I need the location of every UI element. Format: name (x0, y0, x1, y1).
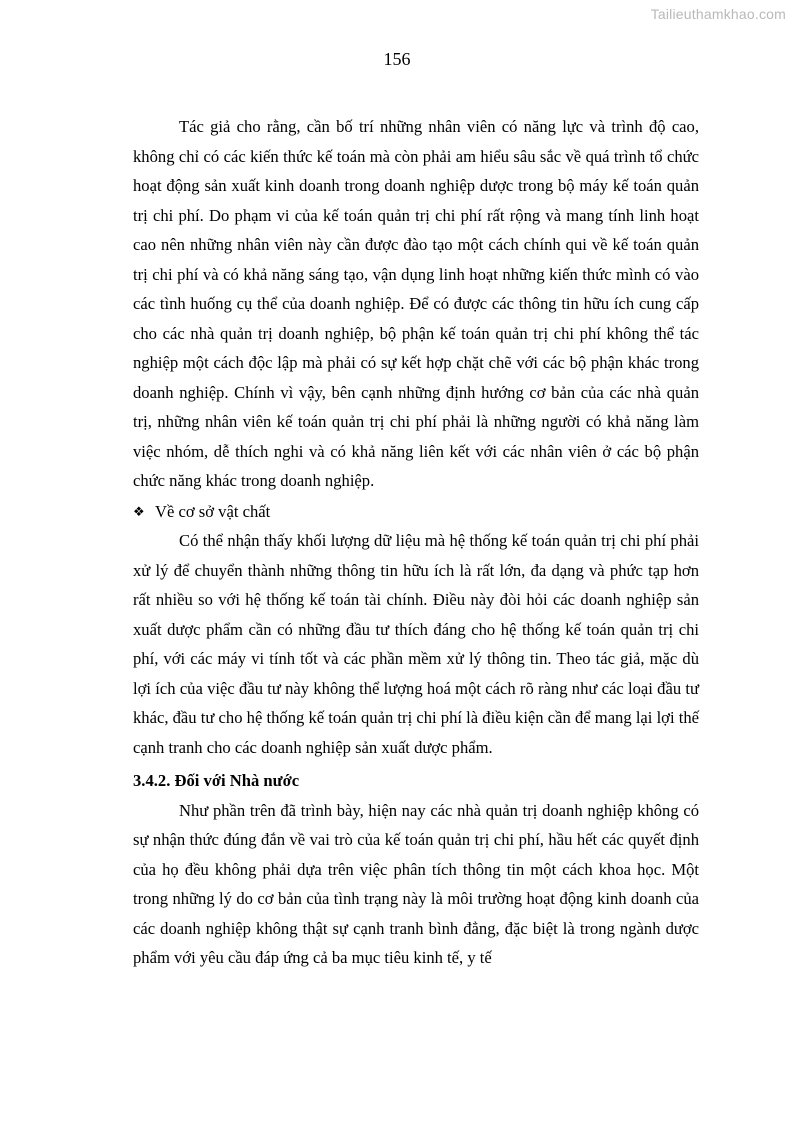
bullet-heading-text: Về cơ sở vật chất (155, 501, 271, 521)
paragraph-staff: Tác giả cho rằng, cần bố trí những nhân viên có năng lực và trình độ cao, không chỉ có các kiến thức kế toán mà còn phải am hiểu sâu sắc về quá trình tổ chức hoạt động sản xuất kinh doanh trong doanh nghiệp dược trong bộ máy kế toán quản trị chi phí. Do phạm vi của kế toán quản trị chi phí rất rộng và mang tính linh hoạt cao nên những nhân viên này cần được đào tạo một cách chính qui về kế toán quản trị chi phí và có khả năng sáng tạo, vận dụng linh hoạt những kiến thức mình có vào các tình huống cụ thể của doanh nghiệp. Để có được các thông tin hữu ích cung cấp cho các nhà quản trị doanh nghiệp, bộ phận kế toán quản trị chi phí không thể tác nghiệp một cách độc lập mà phải có sự kết hợp chặt chẽ với các bộ phận khác trong doanh nghiệp. Chính vì vậy, bên cạnh những định hướng cơ bản của các nhà quản trị, những nhân viên kế toán quản trị chi phí phải là những người có khả năng làm việc nhóm, dễ thích nghi và có khả năng liên kết với các nhân viên ở các bộ phận chức năng khác trong doanh nghiệp. (133, 117, 699, 490)
bullet-heading-facilities (133, 497, 699, 527)
paragraph-facilities: Có thể nhận thấy khối lượng dữ liệu mà hệ thống kế toán quản trị chi phí phải xử lý để chuyển thành những thông tin hữu ích là rất lớn, đa dạng và phức tạp hơn rất nhiều so với hệ thống kế toán tài chính. Điều này đòi hỏi các doanh nghiệp sản xuất dược phẩm cần có những đầu tư thích đáng cho hệ thống kế toán quản trị chi phí, với các máy vi tính tốt và các phần mềm xử lý thông tin. Theo tác giả, mặc dù lợi ích của việc đầu tư này không thể lượng hoá một cách rõ ràng như các loại đầu tư khác, đầu tư cho hệ thống kế toán quản trị chi phí là điều kiện cần để mang lại lợi thế cạnh tranh cho các doanh nghiệp sản xuất dược phẩm. (133, 531, 699, 757)
page-body (133, 112, 699, 973)
diamond-bullet-icon: ❖ (133, 503, 145, 519)
watermark: Tailieuthamkhao.com (650, 6, 786, 22)
section-heading: 3.4.2. Đối với Nhà nước (133, 771, 300, 790)
page-number: 156 (383, 49, 411, 69)
paragraph-state: Như phần trên đã trình bày, hiện nay các nhà quản trị doanh nghiệp không có sự nhận thức đúng đắn về vai trò của kế toán quản trị chi phí, hầu hết các quyết định của họ đều không phải dựa trên việc phân tích thông tin một cách khoa học. Một trong những lý do cơ bản của tình trạng này là môi trường hoạt động kinh doanh của các doanh nghiệp không thật sự cạnh tranh bình đẳng, đặc biệt là trong ngành dược phẩm với yêu cầu đáp ứng cả ba mục tiêu kinh tế, y tế (133, 800, 699, 967)
